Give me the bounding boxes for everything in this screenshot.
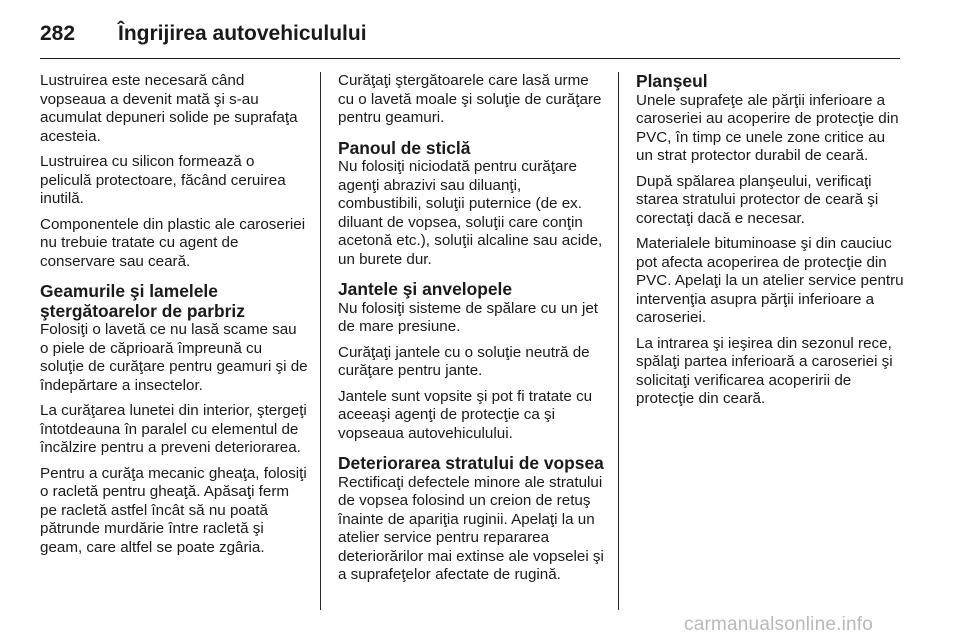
column-divider-2 (618, 72, 619, 610)
page-number: 282 (40, 22, 76, 45)
page-header (40, 14, 900, 54)
header-divider (40, 58, 900, 59)
paragraph-wipers: Curăţaţi ştergătoarele care lasă urme cu o lavetă moale şi soluţie de curăţare pentru geamuri. (338, 72, 602, 126)
page-title: Îngrijirea autovehiculului (118, 22, 367, 45)
column-left (40, 72, 308, 564)
column-divider-1 (320, 72, 321, 610)
paragraph-plastic: Componentele din plastic ale caroseriei nu trebuie tratate cu agent de conservare sau ceară. (40, 215, 306, 270)
paragraph-cold-season: La intrarea şi ieşirea din sezonul rece, spălaţi partea inferioară a caroseriei şi solicitaţi verificarea acoperirii de protecţie din ceară. (636, 334, 893, 407)
paragraph-silicone: Lustruirea cu silicon formează o peliculă protectoare, făcând ceruirea inutilă. (40, 153, 286, 207)
paragraph-glass-panel: Nu folosiţi niciodată pentru curăţare agenţi abrazivi sau diluanţi, combustibili, soluţii puternice (de ex. diluant de vopsea, soluţii care conţin acetonă etc.), soluţii alcaline sau acide, un burete dur. (338, 158, 603, 268)
paragraph-painted-wheels: Jantele sunt vopsite şi pot fi tratate cu aceeaşi agenţi de protecţie ca şi vopseaua autovehiculului. (338, 387, 593, 442)
paragraph-paint-damage: Rectificaţi defectele minore ale stratului de vopsea folosind un creion de retuş înainte de apariţia ruginii. Apelaţi la un atelier service pentru repararea deteriorărilor mai extinse ale vopselei şi a suprafeţelor afectate de rugină. (338, 473, 604, 583)
paragraph-after-wash: După spălarea planşeului, verificaţi starea stratului protector de ceară şi corectaţi dacă e necesar. (636, 172, 879, 227)
watermark: carmanualsonline.info (684, 614, 874, 635)
paragraph-polishing: Lustruirea este necesară când vopseaua a devenit mată şi s-au acumulat depuneri solide pe suprafaţa acesteia. (40, 72, 298, 145)
heading-glass-panel: Panoul de sticlă (338, 137, 471, 158)
column-right (636, 72, 904, 416)
paragraph-rear-window: La curăţarea lunetei din interior, ştergeţi întotdeauna în paralel cu elementul de încălzire pentru a preveni deteriorarea. (40, 402, 307, 456)
column-middle (338, 72, 606, 592)
paragraph-high-pressure: Nu folosiţi sisteme de spălare cu un jet de mare presiune. (338, 299, 599, 335)
paragraph-bituminous: Materialele bituminoase şi din cauciuc pot afecta acoperirea de protecţie din PVC. Apelaţi la un atelier service pentru intervenţia asupra părţii inferioare a caroseriei. (636, 235, 904, 326)
heading-wheels-tyres: Jantele şi anvelopele (338, 279, 512, 299)
paragraph-pvc-coating: Unele suprafeţe ale părţii inferioare a caroseriei au acoperire de protecţie din PVC, în timp ce unele zone critice au un strat protector durabil de ceară. (636, 91, 899, 164)
paragraph-wheel-cleaner: Curăţaţi jantele cu o soluţie neutră de curăţare pentru jante. (338, 343, 590, 379)
paragraph-ice-scraper: Pentru a curăţa mecanic gheaţa, folosiţi o racletă pentru gheaţă. Apăsaţi ferm pe racletă astfel încât să nu poată pătrunde murdărie între racletă şi geam, care altfel se poate zgâria. (40, 464, 307, 556)
heading-windows-wipers: Geamurile şi lamelele ştergătoarelor de parbriz (40, 281, 245, 321)
heading-paint-damage: Deteriorarea stratului de vopsea (338, 453, 604, 473)
heading-underbody: Planşeul (636, 71, 708, 91)
paragraph-cloth: Folosiţi o lavetă ce nu lasă scame sau o piele de căprioară împreună cu soluţie de curăţare pentru geamuri şi de îndepărtare a insectelor. (40, 321, 308, 394)
